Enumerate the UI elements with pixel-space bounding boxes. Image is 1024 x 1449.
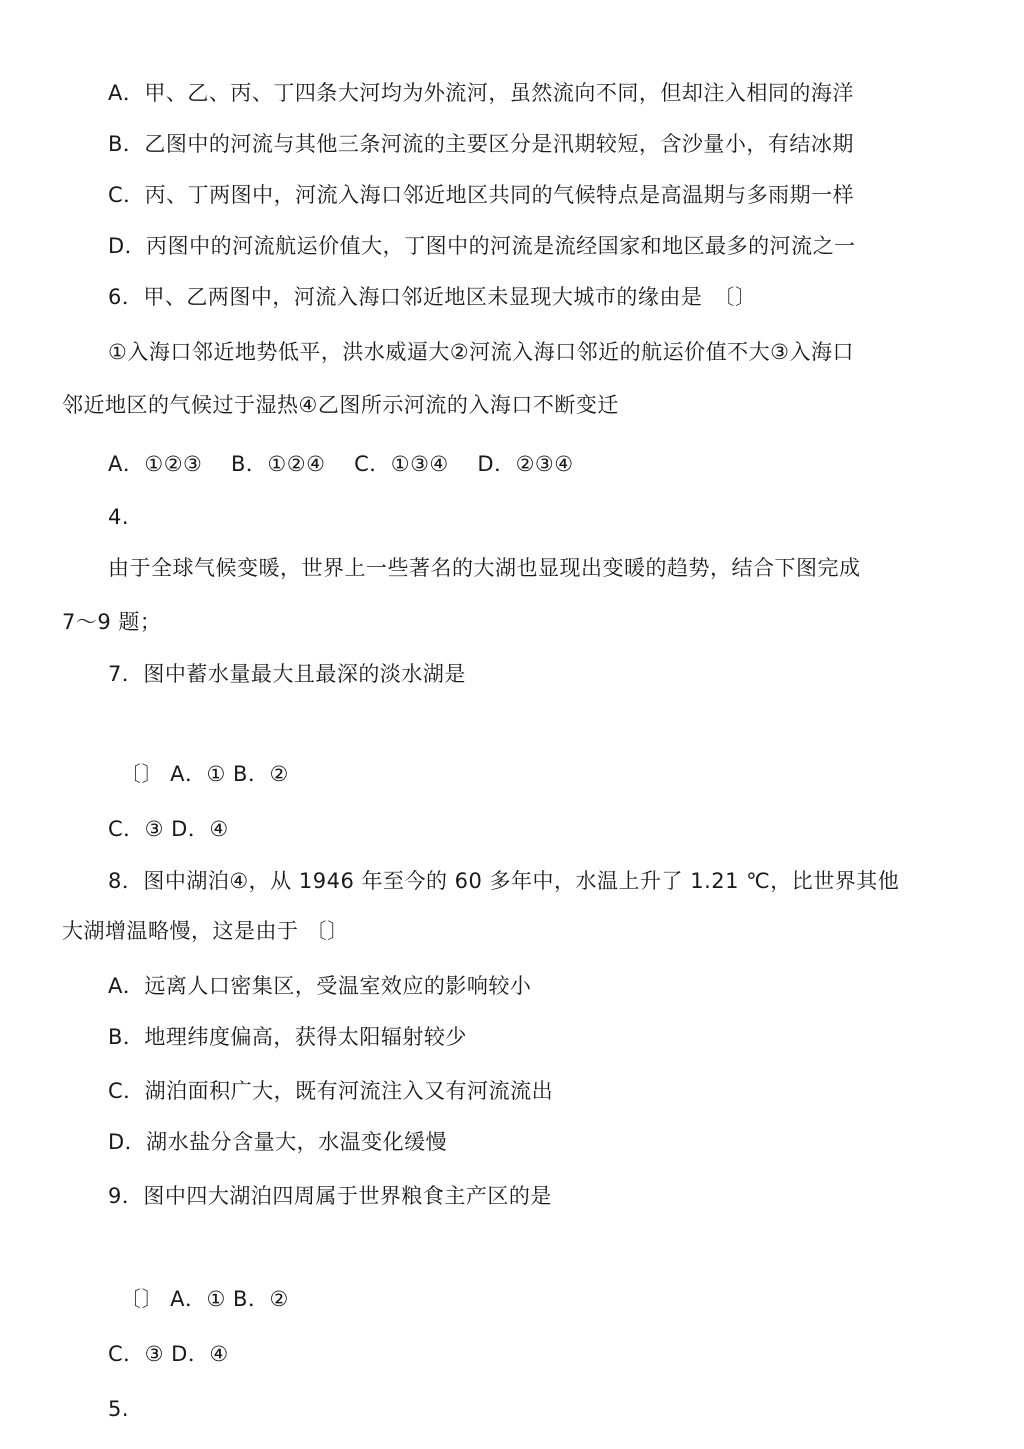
q8-option-c: C．湖泊面积广大，既有河流注入又有河流流出 xyxy=(108,1079,554,1103)
q7-options-cd: C．③ D．④ xyxy=(108,817,229,841)
section-number-5: 5. xyxy=(108,1397,130,1421)
q8-option-a: A．远离人口密集区，受温室效应的影响较小 xyxy=(108,974,532,998)
q8-option-d: D．湖水盐分含量大，水温变化缓慢 xyxy=(108,1130,448,1154)
q8-stem-line2: 大湖增温略慢，这是由于 〔〕 xyxy=(62,919,349,943)
q9-stem: 9．图中四大湖泊四周属于世界粮食主产区的是 xyxy=(108,1184,552,1208)
q7-stem: 7．图中蓄水量最大且最深的淡水湖是 xyxy=(108,662,466,686)
q5-option-c: C．丙、丁两图中，河流入海口邻近地区共同的气候特点是高温期与多雨期一样 xyxy=(108,183,855,207)
section-intro-line1: 由于全球气候变暖，世界上一些著名的大湖也显现出变暖的趋势，结合下图完成 xyxy=(108,556,861,580)
section-intro-line2: 7～9 题； xyxy=(62,610,162,634)
q8-stem-line1: 8．图中湖泊④，从 1946 年至今的 60 多年中，水温上升了 1.21 ℃，比世界其他 xyxy=(108,869,900,893)
q6-options: A．①②③ B．①②④ C．①③④ D．②③④ xyxy=(108,452,574,476)
q5-option-d: D．丙图中的河流航运价值大，丁图中的河流是流经国家和地区最多的河流之一 xyxy=(108,234,856,258)
section-number-4: 4. xyxy=(108,505,130,529)
q8-option-b: B．地理纬度偏高，获得太阳辐射较少 xyxy=(108,1025,467,1049)
q6-statements-line1: ①入海口邻近地势低平，洪水威逼大②河流入海口邻近的航运价值不大③入海口 xyxy=(108,340,854,364)
q5-option-b: B．乙图中的河流与其他三条河流的主要区分是汛期较短，含沙量小，有结冰期 xyxy=(108,132,854,156)
q9-options-ab: 〔〕 A．① B．② xyxy=(120,1287,289,1311)
q6-stem: 6．甲、乙两图中，河流入海口邻近地区未显现大城市的缘由是 〔〕 xyxy=(108,285,757,309)
q7-options-ab: 〔〕 A．① B．② xyxy=(120,762,289,786)
q9-options-cd: C．③ D．④ xyxy=(108,1342,229,1366)
q6-statements-line2: 邻近地区的气候过于湿热④乙图所示河流的入海口不断变迁 xyxy=(62,393,619,417)
q5-option-a: A．甲、乙、丙、丁四条大河均为外流河，虽然流向不同，但却注入相同的海洋 xyxy=(108,81,854,105)
